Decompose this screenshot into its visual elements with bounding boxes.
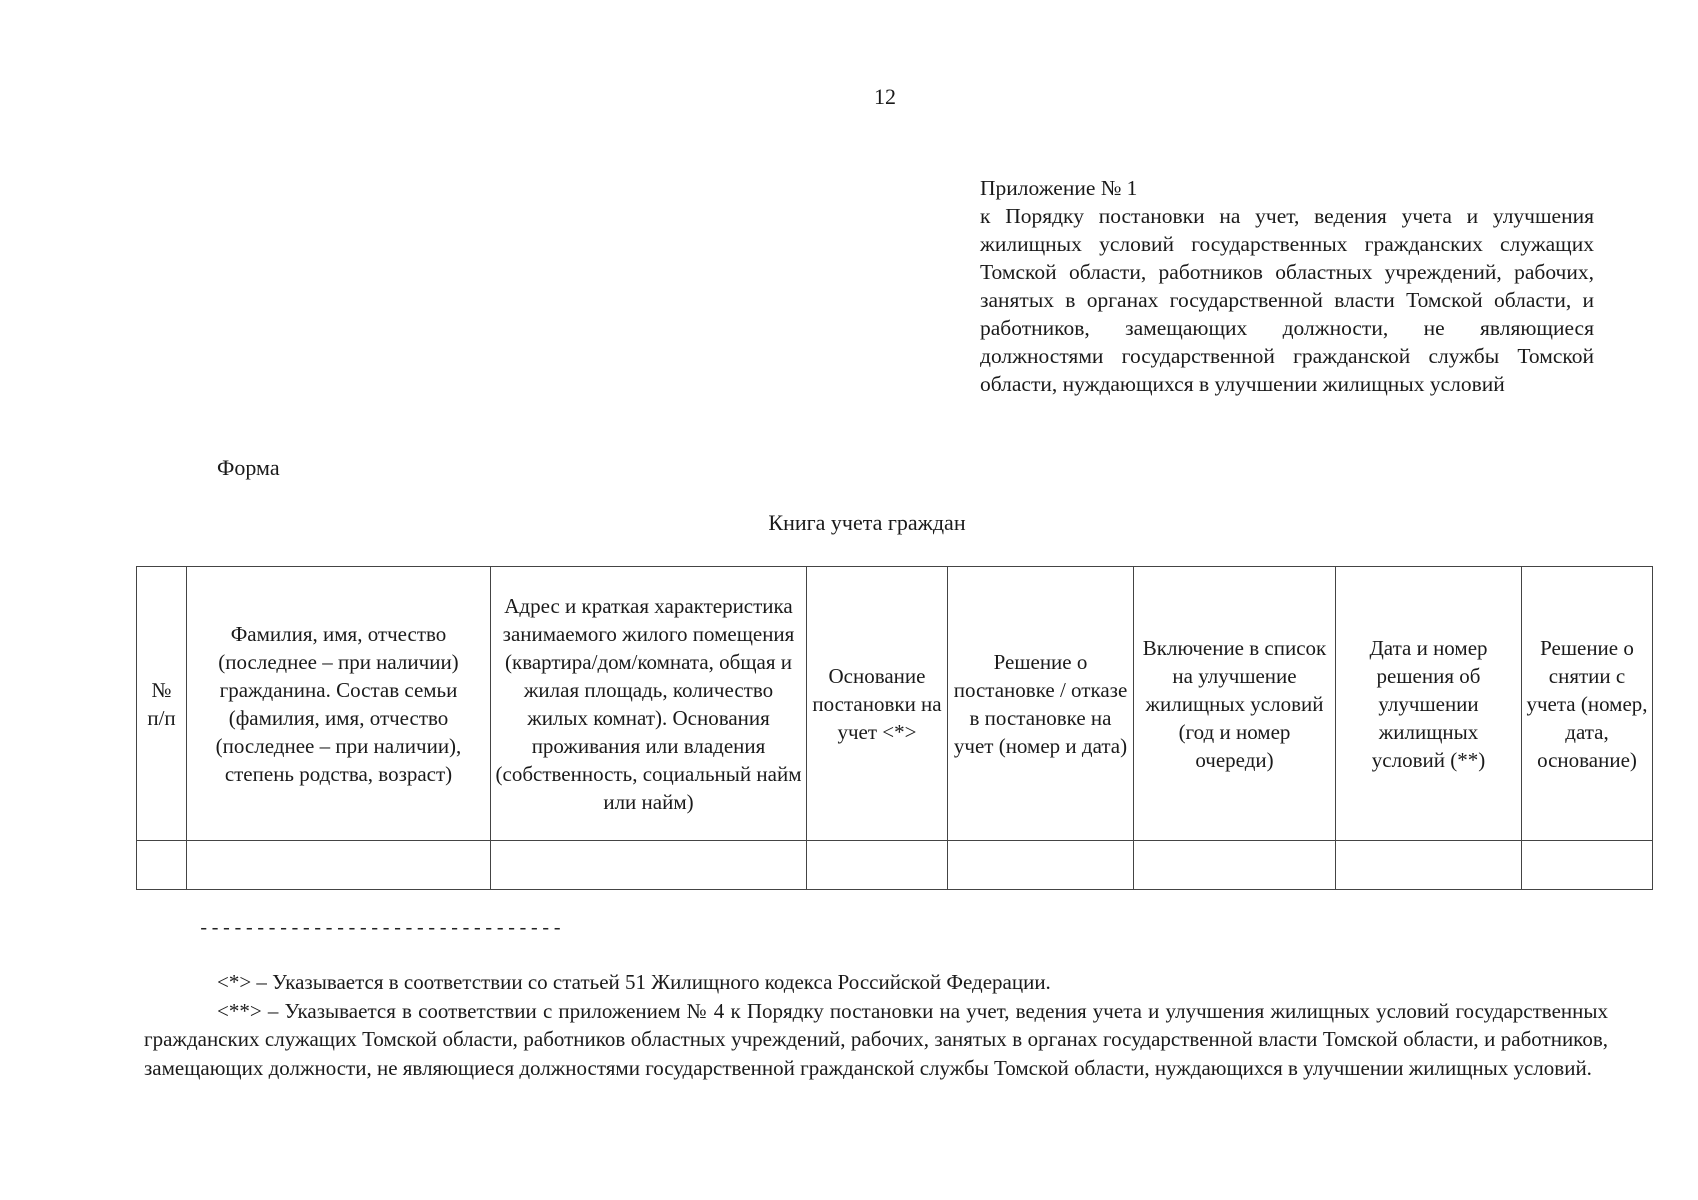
table-row	[137, 841, 1653, 890]
header-number: № п/п	[137, 567, 187, 841]
footnote-2: <**> – Указывается в соответствии с приложением № 4 к Порядку постановки на учет, ведения учета и улучшения жилищных условий государственных гражданских служащих Томской области, работников областных учреждений, рабочих, занятых в органах государственной власти Томской области, и работников, замещающих должности, не являющиеся должностями государственной гражданской службы Томской области, нуждающихся в улучшении жилищных условий.	[144, 998, 1608, 1080]
table-cell	[948, 841, 1134, 890]
footnote-1: <*> – Указывается в соответствии со статьей 51 Жилищного кодекса Российской Федерации.	[217, 970, 1051, 994]
table-cell	[1134, 841, 1336, 890]
appendix-text: к Порядку постановки на учет, ведения учета и улучшения жилищных условий государственных гражданских служащих Томской области, работников областных учреждений, рабочих, занятых в органах государственной власти Томской области, и работников, замещающих должности, не являющиеся должностями государственной гражданской службы Томской области, нуждающихся в улучшении жилищных условий	[980, 204, 1594, 396]
citizens-register-table	[136, 566, 1653, 890]
header-address-housing: Адрес и краткая характеристика занимаемого жилого помещения (квартира/дом/комната, общая и жилая площадь, количество жилых комнат). Основания проживания или владения (собственность, социальный найм или найм)	[491, 567, 807, 841]
page-number: 12	[874, 84, 896, 109]
form-label: Форма	[217, 455, 280, 480]
table-cell	[491, 841, 807, 890]
header-list-inclusion: Включение в список на улучшение жилищных условий (год и номер очереди)	[1134, 567, 1336, 841]
footnotes	[144, 968, 1608, 1082]
header-improvement-decision: Дата и номер решения об улучшении жилищных условий (**)	[1336, 567, 1522, 841]
table-cell	[1336, 841, 1522, 890]
appendix-block	[980, 174, 1594, 398]
table-cell	[807, 841, 948, 890]
header-registration-decision: Решение о постановке / отказе в постановке на учет (номер и дата)	[948, 567, 1134, 841]
table-header-row	[137, 567, 1653, 841]
footnote-separator: --------------------------------	[198, 918, 563, 940]
appendix-title: Приложение № 1	[980, 176, 1138, 200]
table-cell	[1522, 841, 1653, 890]
header-registration-basis: Основание постановки на учет <*>	[807, 567, 948, 841]
header-full-name-family: Фамилия, имя, отчество (последнее – при наличии) гражданина. Состав семьи (фамилия, имя, отчество (последнее – при наличии), степень родства, возраст)	[187, 567, 491, 841]
table-cell	[187, 841, 491, 890]
header-deregistration-decision: Решение о снятии с учета (номер, дата, основание)	[1522, 567, 1653, 841]
table-cell	[137, 841, 187, 890]
book-title: Книга учета граждан	[768, 510, 966, 535]
